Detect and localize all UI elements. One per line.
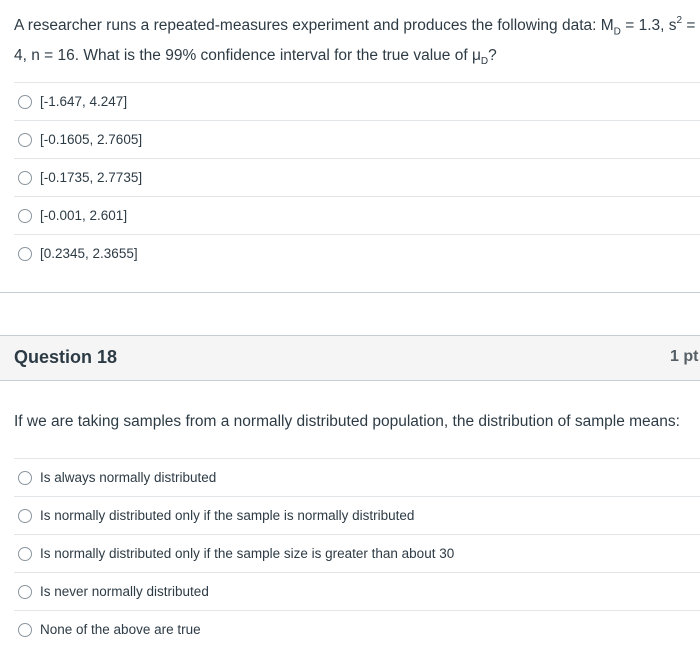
superscript-2: 2 [676, 15, 683, 26]
question-18-answers [14, 458, 700, 648]
radio-button[interactable] [18, 623, 32, 637]
answer-label: [-0.1605, 2.7605] [40, 132, 143, 147]
answer-label: Is always normally distributed [40, 470, 217, 485]
radio-button[interactable] [18, 547, 32, 561]
question-title: Question 18 [14, 347, 118, 367]
answer-label: Is normally distributed only if the sample is normally distributed [40, 508, 415, 523]
radio-button[interactable] [18, 509, 32, 523]
answer-option[interactable] [14, 610, 700, 648]
question-points: 1 pt [670, 348, 699, 365]
answer-option[interactable] [14, 82, 700, 120]
radio-button[interactable] [18, 171, 32, 185]
radio-button[interactable] [18, 247, 32, 261]
radio-button[interactable] [18, 95, 32, 109]
answer-option[interactable] [14, 458, 700, 496]
answer-label: Is normally distributed only if the sample size is greater than about 30 [40, 546, 455, 561]
radio-button[interactable] [18, 471, 32, 485]
answer-option[interactable] [14, 196, 700, 234]
answer-option[interactable] [14, 572, 700, 610]
answer-option[interactable] [14, 234, 700, 272]
radio-button[interactable] [18, 209, 32, 223]
answer-label: [-0.1735, 2.7735] [40, 170, 143, 185]
answer-label: None of the above are true [40, 622, 201, 637]
question-17 [0, 0, 700, 293]
answer-option[interactable] [14, 496, 700, 534]
answer-option[interactable] [14, 120, 700, 158]
radio-button[interactable] [18, 133, 32, 147]
question-text-part: = 4, n = 16. What is the 99% confidence interval for the true value of μ [14, 17, 696, 65]
answer-label: [0.2345, 2.3655] [40, 246, 138, 261]
question-18-text: If we are taking samples from a normally distributed population, the distribution of sample means: [14, 413, 680, 430]
answer-label: [-1.647, 4.247] [40, 94, 128, 109]
answer-option[interactable] [14, 158, 700, 196]
subscript-d: D [480, 56, 489, 68]
question-text-part: A researcher runs a repeated-measures experiment and produces the following data: M [14, 17, 614, 35]
question-text-part: ? [488, 47, 497, 65]
answer-label: Is never normally distributed [40, 584, 209, 599]
question-17-text [14, 10, 700, 74]
radio-button[interactable] [18, 585, 32, 599]
question-17-answers [14, 82, 700, 272]
answer-option[interactable] [14, 534, 700, 572]
answer-label: [-0.001, 2.601] [40, 208, 128, 223]
question-text-part: = 1.3, s [620, 17, 677, 35]
question-18-header [0, 335, 700, 381]
subscript-d: D [613, 26, 621, 38]
